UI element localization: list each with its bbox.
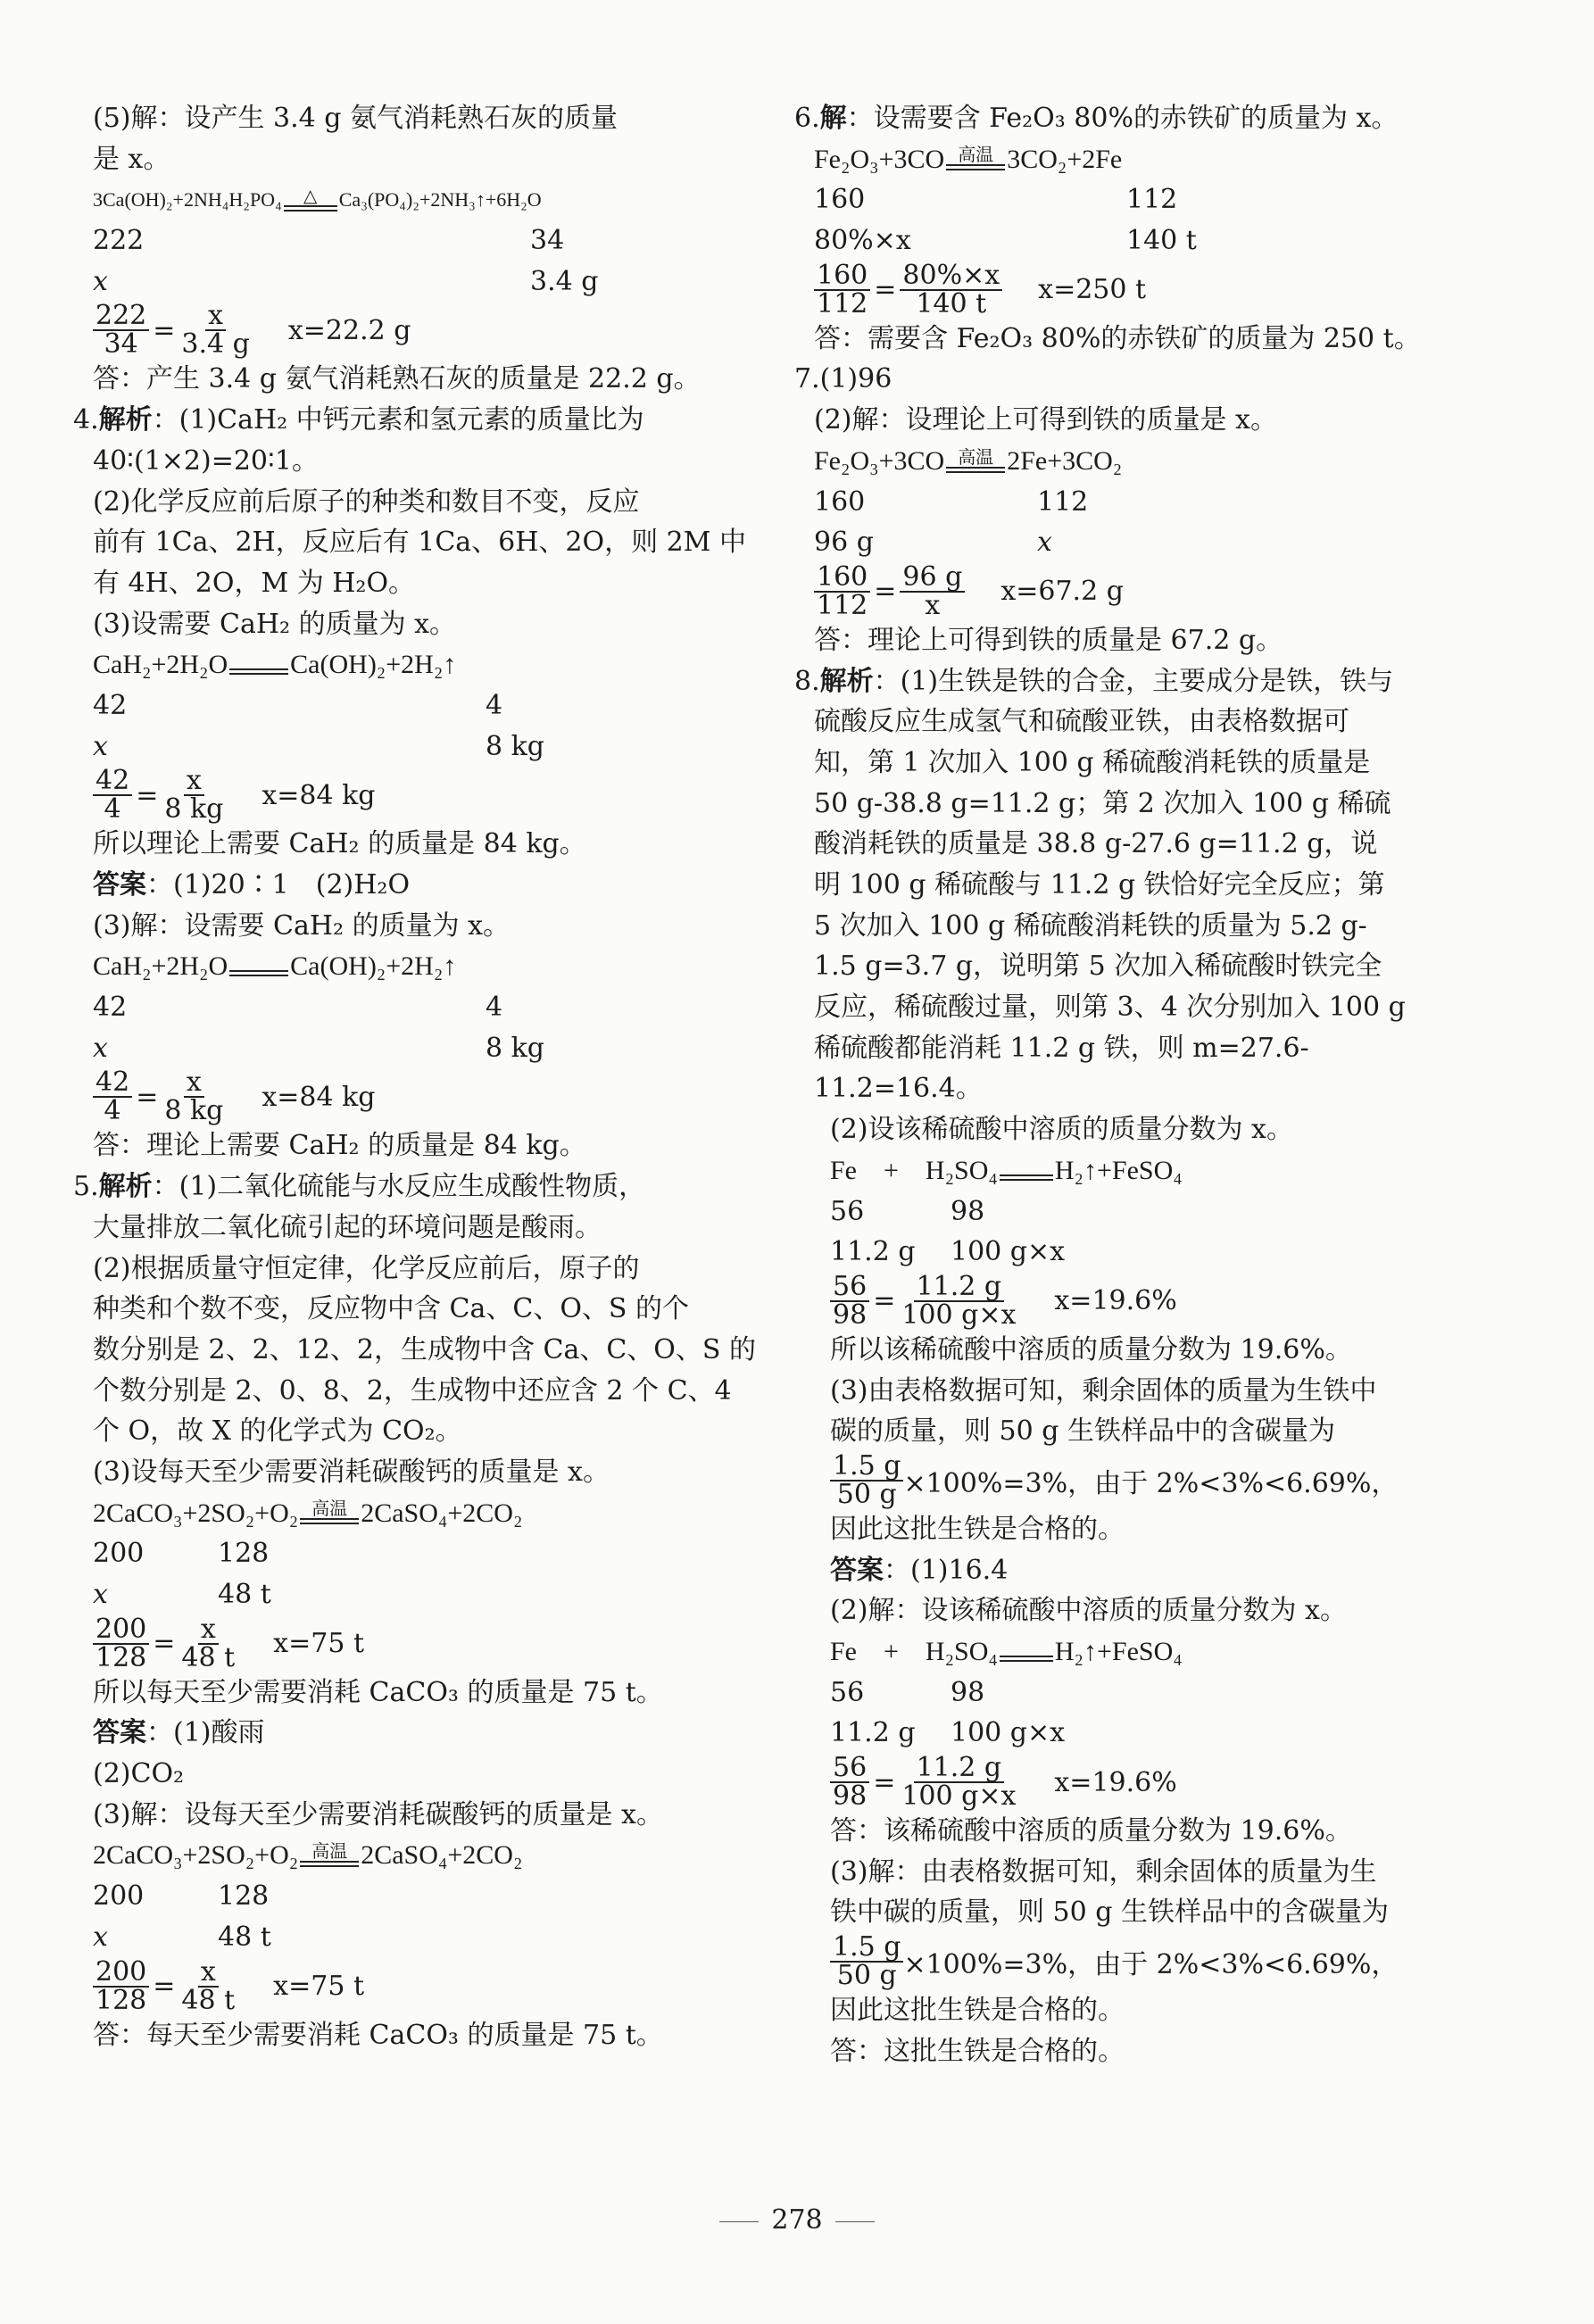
text-line: 个 O，故 X 的化学式为 CO₂。 <box>93 1415 462 1448</box>
equation: Fe + H₂SO₄ H₂↑+FeSO₄ <box>830 1637 1183 1666</box>
mass-row: 200 128 <box>93 1538 270 1570</box>
text-line: 硫酸反应生成氢气和硫酸亚铁，由表格数据可 <box>814 706 1349 738</box>
mass-row: 56 98 <box>830 1195 985 1227</box>
text-line: 因此这批生铁是合格的。 <box>830 1995 1125 2027</box>
text-line: 1.5 g=3.7 g，说明第 5 次加入稀硫酸时铁完全 <box>814 950 1382 983</box>
right-column <box>794 98 1553 2072</box>
proportion: $\frac{56}{98}$ = $\frac{11.2 g}{100 g\times x}$ x=19.6% <box>794 1273 1553 1330</box>
text-line: (3)解：设每天至少需要消耗碳酸钙的质量是 x。 <box>93 1798 663 1830</box>
text-line: 种类和个数不变，反应物中含 Ca、C、O、S 的个 <box>93 1293 690 1325</box>
mass-row: x 48 t <box>93 1921 271 1953</box>
eq-right: Ca₃(PO₄)₂+2NH₃↑+6H₂O <box>338 188 542 212</box>
text-line: 有 4H、2O，M 为 H₂O。 <box>93 567 416 599</box>
text-line: 大量排放二氧化硫引起的环境问题是酸雨。 <box>93 1211 602 1243</box>
equation: CaH₂+2H₂O Ca(OH)₂+2H₂↑ <box>93 650 457 680</box>
answer-line: 答：该稀硫酸中溶质的质量分数为 19.6%。 <box>830 1815 1352 1847</box>
mass-row: 222 34 <box>93 225 565 257</box>
text-line: 酸消耗铁的质量是 38.8 g-27.6 g=11.2 g，说 <box>814 828 1378 860</box>
mass-row: 11.2 g 100 g×x <box>830 1236 1066 1268</box>
text-line: 稀硫酸都能消耗 11.2 g 铁，则 m=27.6- <box>814 1032 1309 1064</box>
carbon-content: $\frac{1.5 g}{50 g}$ ×100%=3%，由于 2%<3%<6.69%， <box>794 1933 1553 1990</box>
proportion: $\frac{200}{128}$ = $\frac{x}{48 t}$ x=75 t <box>73 1615 787 1672</box>
text-line: (2)设该稀硫酸中溶质的质量分数为 x。 <box>830 1114 1293 1146</box>
mass-row: x 48 t <box>93 1579 271 1610</box>
text-line: 是 x。 <box>93 143 170 175</box>
text-line: (2)解：设该稀硫酸中溶质的质量分数为 x。 <box>830 1595 1347 1627</box>
text-line: (3)设每天至少需要消耗碳酸钙的质量是 x。 <box>93 1456 610 1488</box>
text-line: (2)化学反应前后原子的种类和数目不变，反应 <box>93 486 640 518</box>
mass-row: 56 98 <box>830 1676 985 1708</box>
equation: Fe + H₂SO₄ H₂↑+FeSO₄ <box>830 1155 1183 1185</box>
answer-head: 答案：(1)酸雨 <box>93 1717 265 1749</box>
answer-head: 答案：(1)16.4 <box>830 1554 1009 1586</box>
question-8-head: 8.解析：(1)生铁是铁的合金，主要成分是铁，铁与 <box>794 665 1394 697</box>
proportion: $\frac{222}{34}$ = $\frac{x}{3.4 g}$ x=22.2 g <box>73 302 787 359</box>
equation <box>73 179 787 220</box>
proportion: $\frac{200}{128}$ = $\frac{x}{48 t}$ x=75 t <box>73 1958 787 2015</box>
reaction-condition: △ <box>284 187 337 220</box>
mass-row: 42 4 <box>93 689 503 721</box>
mass-row: x 3.4 g <box>93 265 599 297</box>
question-6-head: 6.解：设需要含 Fe₂O₃ 80%的赤铁矿的质量为 x。 <box>794 103 1399 134</box>
equation: Fe₂O₃+3CO 高温 2Fe+3CO₂ <box>814 445 1123 476</box>
page-number: 278 <box>0 2204 1594 2236</box>
text-line: 碳的质量，则 50 g 生铁样品中的含碳量为 <box>830 1415 1335 1448</box>
mass-row: x 8 kg <box>93 730 545 762</box>
text-line: 反应，稀硫酸过量，则第 3、4 次分别加入 100 g <box>814 992 1406 1024</box>
text-line: (3)设需要 CaH₂ 的质量为 x。 <box>93 608 457 640</box>
equation: 2CaCO₃+2SO₂+O₂ 高温 2CaSO₄+2CO₂ <box>93 1840 523 1871</box>
mass-row: 160 112 <box>814 486 1089 518</box>
text-line: 知，第 1 次加入 100 g 稀硫酸消耗铁的质量是 <box>814 746 1371 778</box>
mass-row: 96 g x <box>814 527 1052 559</box>
mass-row: 11.2 g 100 g×x <box>830 1717 1066 1749</box>
left-column <box>73 98 787 2055</box>
text-line: 个数分别是 2、0、8、2，生成物中还应含 2 个 C、4 <box>93 1374 732 1407</box>
proportion: $\frac{42}{4}$ = $\frac{x}{8 kg}$ x=84 kg <box>73 767 787 824</box>
proportion: $\frac{42}{4}$ = $\frac{x}{8 kg}$ x=84 kg <box>73 1068 787 1125</box>
text-line: 11.2=16.4。 <box>814 1073 983 1105</box>
text-line: 5 次加入 100 g 稀硫酸消耗铁的质量为 5.2 g- <box>814 909 1367 942</box>
text-line: (2)CO₂ <box>93 1758 185 1790</box>
equation: Fe₂O₃+3CO 高温 3CO₂+2Fe <box>814 144 1123 174</box>
eq-left: 3Ca(OH)₂+2NH₄H₂PO₄ <box>93 188 282 212</box>
mass-row: x 8 kg <box>93 1032 545 1064</box>
answer-line: 答：这批生铁是合格的。 <box>830 2035 1125 2067</box>
answer-line: 答：理论上需要 CaH₂ 的质量是 84 kg。 <box>93 1130 586 1162</box>
text-line: 因此这批生铁是合格的。 <box>830 1513 1125 1545</box>
text-line: 所以理论上需要 CaH₂ 的质量是 84 kg。 <box>93 828 586 860</box>
mass-row: 80%×x 140 t <box>814 225 1197 257</box>
carbon-content: $\frac{1.5 g}{50 g}$ ×100%=3%，由于 2%<3%<6.69%， <box>794 1452 1553 1509</box>
text-line: (3)解：由表格数据可知，剩余固体的质量为生 <box>830 1855 1377 1888</box>
answer-line: 答：需要含 Fe₂O₃ 80%的赤铁矿的质量为 250 t。 <box>814 322 1421 354</box>
mass-row: 160 112 <box>814 184 1178 216</box>
question-4-head: 4.解析：(1)CaH₂ 中钙元素和氢元素的质量比为 <box>73 404 644 436</box>
text-line: (3)由表格数据可知，剩余固体的质量为生铁中 <box>830 1374 1377 1407</box>
text-line: 50 g-38.8 g=11.2 g；第 2 次加入 100 g 稀硫 <box>814 787 1391 819</box>
text-line: 所以该稀硫酸中溶质的质量分数为 19.6%。 <box>830 1333 1352 1365</box>
mass-row: 200 128 <box>93 1880 270 1913</box>
equation: 2CaCO₃+2SO₂+O₂ 高温 2CaSO₄+2CO₂ <box>93 1498 523 1528</box>
text-line: 所以每天至少需要消耗 CaCO₃ 的质量是 75 t。 <box>93 1676 663 1708</box>
proportion: $\frac{160}{112}$ = $\frac{96 g}{x}$ x=67.2 g <box>794 563 1553 620</box>
answer-head: 答案：(1)20∶1 (2)H₂O <box>93 869 411 901</box>
question-5-head: 5.解析：(1)二氧化硫能与水反应生成酸性物质， <box>73 1171 646 1203</box>
answer-line: 答：每天至少需要消耗 CaCO₃ 的质量是 75 t。 <box>93 2019 663 2051</box>
answer-line: 答：产生 3.4 g 氨气消耗熟石灰的质量是 22.2 g。 <box>93 363 701 395</box>
question-7-head: 7.(1)96 <box>794 363 892 395</box>
proportion: $\frac{56}{98}$ = $\frac{11.2 g}{100 g\times x}$ x=19.6% <box>794 1754 1553 1811</box>
text-line: 明 100 g 稀硫酸与 11.2 g 铁恰好完全反应；第 <box>814 869 1385 901</box>
text-line: 数分别是 2、2、12、2，生成物中含 Ca、C、O、S 的 <box>93 1333 756 1365</box>
text-line: 铁中碳的质量，则 50 g 生铁样品中的含碳量为 <box>830 1897 1389 1929</box>
mass-row: 42 4 <box>93 992 503 1024</box>
text-line: 前有 1Ca、2H，反应后有 1Ca、6H、2O，则 2M 中 <box>93 527 746 559</box>
text-line: (5)解：设产生 3.4 g 氨气消耗熟石灰的质量 <box>93 103 619 134</box>
equation: CaH₂+2H₂O Ca(OH)₂+2H₂↑ <box>93 951 457 982</box>
answer-line: 答：理论上可得到铁的质量是 67.2 g。 <box>814 624 1283 656</box>
text-line: (2)解：设理论上可得到铁的质量是 x。 <box>814 404 1277 436</box>
text-line: (2)根据质量守恒定律，化学反应前后，原子的 <box>93 1252 640 1284</box>
text-line: (3)解：设需要 CaH₂ 的质量为 x。 <box>93 909 511 942</box>
text-line: 40∶(1×2)=20∶1。 <box>93 444 319 477</box>
proportion: $\frac{160}{112}$ = $\frac{80\%\times x}{140 t}$ x=250 t <box>794 261 1553 319</box>
